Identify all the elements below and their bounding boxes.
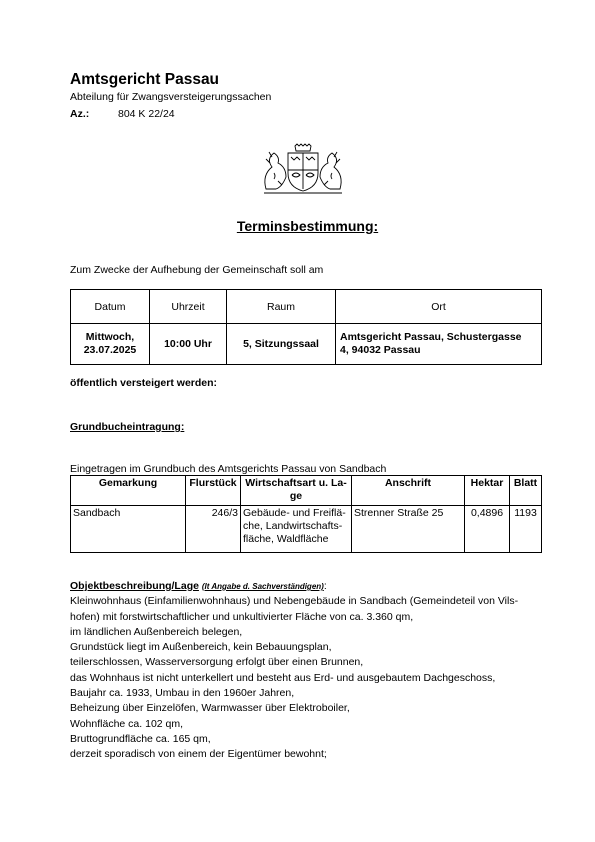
wirtschaftsart-line-2: che, Landwirtschafts- — [243, 520, 343, 532]
land-register-heading: Grundbucheintragung: — [70, 421, 185, 433]
header-gemarkung: Gemarkung — [71, 476, 186, 506]
cell-datum — [71, 324, 150, 365]
description-line: Grundstück liegt im Außenbereich, kein Bebauungsplan, — [70, 641, 332, 654]
cell-gemarkung: Sandbach — [71, 506, 186, 553]
description-line: Kleinwohnhaus (Einfamilienwohnhaus) und Nebengebäude in Sandbach (Gemeindeteil von Vils- — [70, 595, 519, 608]
description-line: das Wohnhaus ist nicht unterkellert und besteht aus Erd- und ausgebautem Dachgeschoss, — [70, 671, 496, 684]
description-line: Baujahr ca. 1933, Umbau in den 1960er Jahren, — [70, 687, 295, 700]
wirtschaftsart-line-3: fläche, Waldfläche — [243, 533, 329, 545]
property-description-note: (lt Angabe d. Sachverständigen) — [201, 582, 324, 591]
cell-anschrift: Strenner Straße 25 — [352, 506, 465, 553]
cell-hektar: 0,4896 — [465, 506, 510, 553]
cell-uhrzeit: 10:00 Uhr — [150, 324, 227, 365]
cell-raum: 5, Sitzungssaal — [227, 324, 336, 365]
description-line: derzeit sporadisch von einem der Eigentümer bewohnt; — [70, 748, 327, 761]
property-description — [70, 579, 550, 763]
case-number-label: Az.: — [70, 108, 90, 120]
bavarian-coat-of-arms-seal — [258, 143, 348, 195]
intro-text: Zum Zwecke der Aufhebung der Gemeinschaft soll am — [70, 264, 324, 276]
datum-date: 23.07.2025 — [83, 344, 137, 356]
wirtschaftsart-line-1: Gebäude- und Freiflä- — [243, 507, 346, 519]
description-line: hofen) mit forstwirtschaftlicher und unkultivierter Fläche von ca. 3.360 qm, — [70, 610, 414, 623]
header-wirtschaftsart-line-2: ge — [289, 490, 303, 502]
description-line: Bruttogrundfläche ca. 165 qm, — [70, 732, 211, 745]
auction-statement: öffentlich versteigert werden: — [70, 377, 218, 389]
property-description-colon: : — [323, 580, 327, 592]
header-blatt: Blatt — [510, 476, 542, 506]
cell-flurstueck: 246/3 — [186, 506, 241, 553]
header-flurstueck: Flurstück — [186, 476, 241, 506]
description-line: im ländlichen Außenbereich belegen, — [70, 625, 243, 638]
header-raum: Raum — [227, 290, 336, 324]
property-description-heading: Objektbeschreibung/Lage — [70, 580, 199, 592]
schedule-header-row — [71, 290, 542, 324]
ort-line-1: Amtsgericht Passau, Schustergasse — [340, 331, 522, 343]
header-wirtschaftsart-line-1: Wirtschaftsart u. La- — [245, 477, 347, 489]
description-line: Beheizung über Einzelöfen, Warmwasser über Elektroboiler, — [70, 702, 350, 715]
schedule-row — [71, 324, 542, 365]
datum-weekday: Mittwoch, — [85, 331, 135, 343]
ort-line-2: 4, 94032 Passau — [340, 344, 421, 356]
land-register-row — [71, 506, 542, 553]
schedule-table — [70, 289, 542, 365]
land-register-caption: Eingetragen im Grundbuch des Amtsgerichts Passau von Sandbach — [70, 463, 387, 475]
cell-ort — [336, 324, 542, 365]
case-number: 804 K 22/24 — [118, 108, 175, 120]
header-ort: Ort — [336, 290, 542, 324]
property-description-heading-line — [70, 579, 550, 594]
description-line: teilerschlossen, Wasserversorgung erfolgt über einen Brunnen, — [70, 656, 364, 669]
description-line: Wohnfläche ca. 102 qm, — [70, 717, 184, 730]
land-register-table — [70, 475, 542, 553]
header-hektar: Hektar — [465, 476, 510, 506]
cell-wirtschaftsart — [241, 506, 352, 553]
header-anschrift: Anschrift — [352, 476, 465, 506]
header-uhrzeit: Uhrzeit — [150, 290, 227, 324]
court-title: Amtsgericht Passau — [70, 71, 220, 88]
court-department: Abteilung für Zwangsversteigerungssachen — [70, 91, 272, 103]
land-register-header-row — [71, 476, 542, 506]
page-title: Terminsbestimmung: — [236, 218, 379, 234]
header-wirtschaftsart — [241, 476, 352, 506]
header-datum: Datum — [71, 290, 150, 324]
cell-blatt: 1193 — [510, 506, 542, 553]
